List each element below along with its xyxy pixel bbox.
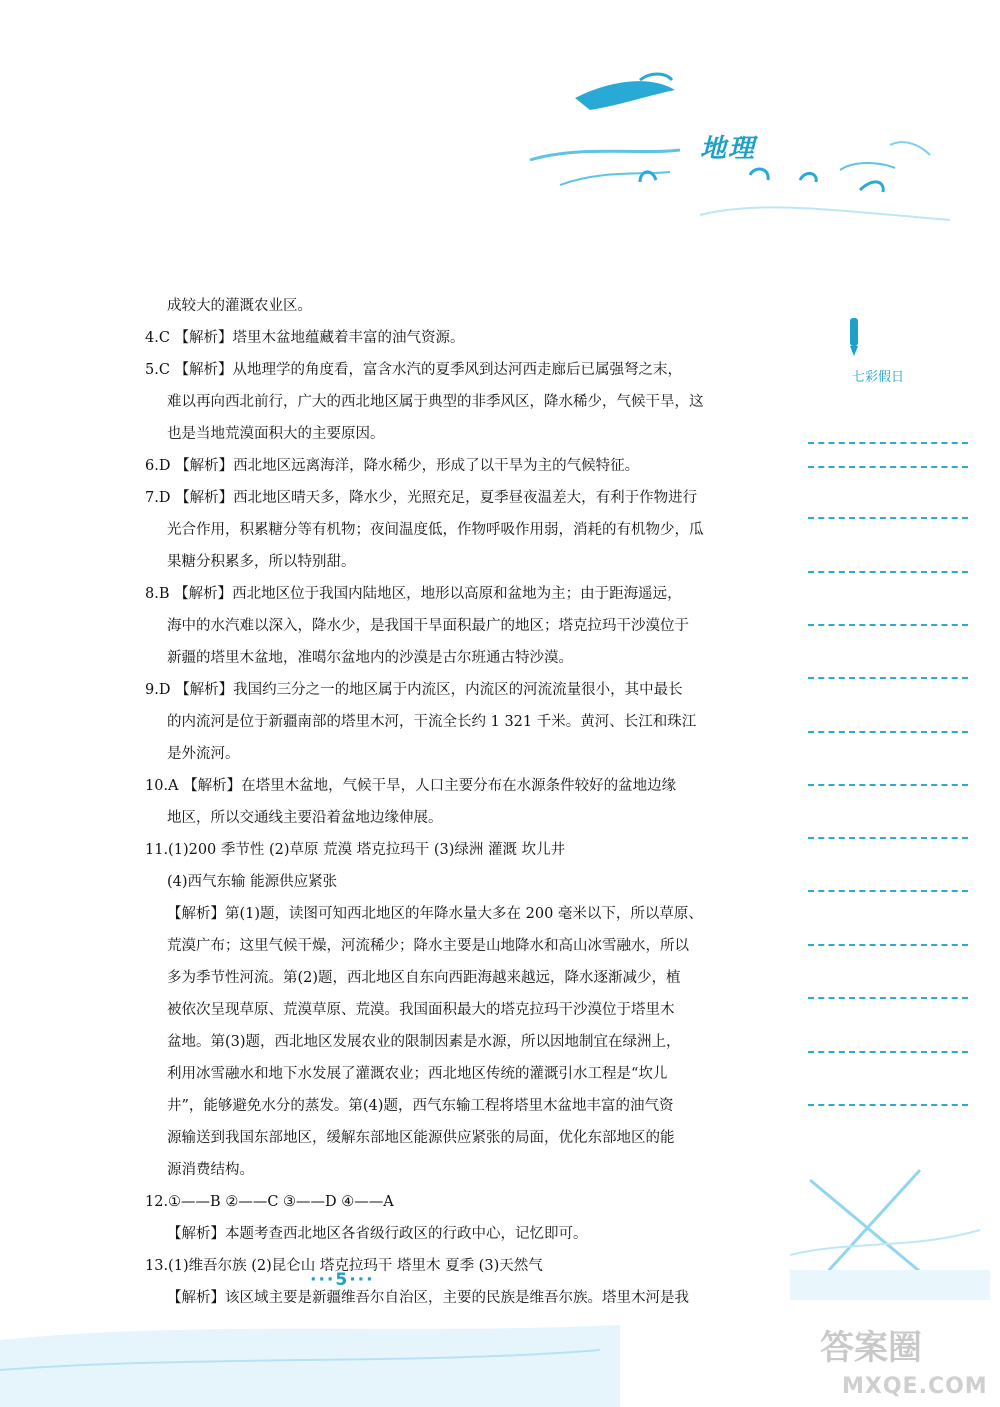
text-line: 新疆的塔里木盆地，准噶尔盆地内的沙漠是古尔班通古特沙漠。 [167, 650, 573, 666]
text-line: 【解析】本题考查西北地区各省级行政区的行政中心，记忆即可。 [167, 1226, 588, 1242]
text-line: 被依次呈现草原、荒漠草原、荒漠。我国面积最大的塔克拉玛干沙漠位于塔里木 [167, 1002, 675, 1018]
note-rule [808, 517, 968, 519]
text-line: 盆地。第(3)题，西北地区发展农业的限制因素是水源，所以因地制宜在绿洲上， [167, 1034, 681, 1050]
text-line: 11.(1)200 季节性 (2)草原 荒漠 塔克拉玛干 (3)绿洲 灌溉 坎儿井 [145, 842, 566, 858]
text-line: 井”，能够避免水分的蒸发。第(4)题，西气东输工程将塔里木盆地丰富的油气资 [167, 1098, 674, 1114]
text-line: 4.C 【解析】塔里木盆地蕴藏着丰富的油气资源。 [145, 330, 465, 346]
note-rule [808, 944, 968, 946]
page-number: ···5··· [310, 1270, 375, 1290]
note-rule [808, 731, 968, 733]
brand-label: 七彩假日 [852, 370, 905, 385]
text-line: 多为季节性河流。第(2)题，西北地区自东向西距海越来越远，降水逐渐减少，植 [167, 970, 681, 986]
text-line: 源消费结构。 [167, 1162, 254, 1178]
note-rule [808, 837, 968, 839]
text-line: 源输送到我国东部地区，缓解东部地区能源供应紧张的局面，优化东部地区的能 [167, 1130, 675, 1146]
text-line: 的内流河是位于新疆南部的塔里木河，干流全长约 1 321 千米。黄河、长江和珠江 [167, 714, 697, 730]
text-line: 是外流河。 [167, 746, 240, 762]
watermark-url: MXQE.COM [842, 1374, 988, 1399]
note-rule [808, 466, 968, 468]
text-line: (4)西气东输 能源供应紧张 [167, 874, 338, 890]
watermark-logo: 答案圈 [820, 1328, 922, 1368]
note-rule [808, 890, 968, 892]
text-line: 果糖分积累多，所以特别甜。 [167, 554, 356, 570]
text-line: 难以再向西北前行，广大的西北地区属于典型的非季风区，降水稀少，气候干旱，这 [167, 394, 704, 410]
text-line: 6.D 【解析】西北地区远离海洋，降水稀少，形成了以干旱为主的气候特征。 [145, 458, 640, 474]
text-line: 荒漠广布；这里气候干燥，河流稀少；降水主要是山地降水和高山冰雪融水，所以 [167, 938, 689, 954]
text-line: 7.D 【解析】西北地区晴天多，降水少，光照充足，夏季昼夜温差大，有利于作物进行 [145, 490, 698, 506]
text-line: 光合作用，积累糖分等有机物；夜间温度低，作物呼吸作用弱，消耗的有机物少，瓜 [167, 522, 704, 538]
note-rule [808, 784, 968, 786]
pen-icon [846, 318, 862, 358]
corner-decoration [790, 1160, 990, 1310]
text-line: 地区，所以交通线主要沿着盆地边缘伸展。 [167, 810, 443, 826]
note-rule [808, 571, 968, 573]
note-rule [808, 442, 968, 444]
note-rule [808, 997, 968, 999]
text-line: 利用冰雪融水和地下水发展了灌溉农业；西北地区传统的灌溉引水工程是“坎儿 [167, 1066, 668, 1082]
answer-content [145, 290, 755, 1314]
note-rule [808, 677, 968, 679]
text-line: 5.C 【解析】从地理学的角度看，富含水汽的夏季风到达河西走廊后已属强弩之末， [145, 362, 683, 378]
text-line: 13.(1)维吾尔族 (2)昆仑山 塔克拉玛干 塔里木 夏季 (3)天然气 [145, 1258, 543, 1274]
text-line: 12.①——B ②——C ③——D ④——A [145, 1194, 394, 1210]
text-line: 海中的水汽难以深入，降水少，是我国干旱面积最广的地区；塔克拉玛干沙漠位于 [167, 618, 689, 634]
text-line: 8.B 【解析】西北地区位于我国内陆地区，地形以高原和盆地为主；由于距海遥远， [145, 586, 682, 602]
text-line: 【解析】第(1)题，读图可知西北地区的年降水量大多在 200 毫米以下，所以草原、 [167, 906, 703, 922]
note-rule [808, 624, 968, 626]
text-line: 9.D 【解析】我国约三分之一的地区属于内流区，内流区的河流流量很小，其中最长 [145, 682, 683, 698]
text-line: 【解析】该区域主要是新疆维吾尔自治区，主要的民族是维吾尔族。塔里木河是我 [167, 1290, 689, 1306]
text-line: 10.A 【解析】在塔里木盆地，气候干旱，人口主要分布在水源条件较好的盆地边缘 [145, 778, 677, 794]
note-rule [808, 1104, 968, 1106]
text-line: 也是当地荒漠面积大的主要原因。 [167, 426, 385, 442]
text-line: 成较大的灌溉农业区。 [167, 298, 312, 314]
note-rule [808, 1051, 968, 1053]
subject-title: 地理 [700, 134, 757, 164]
